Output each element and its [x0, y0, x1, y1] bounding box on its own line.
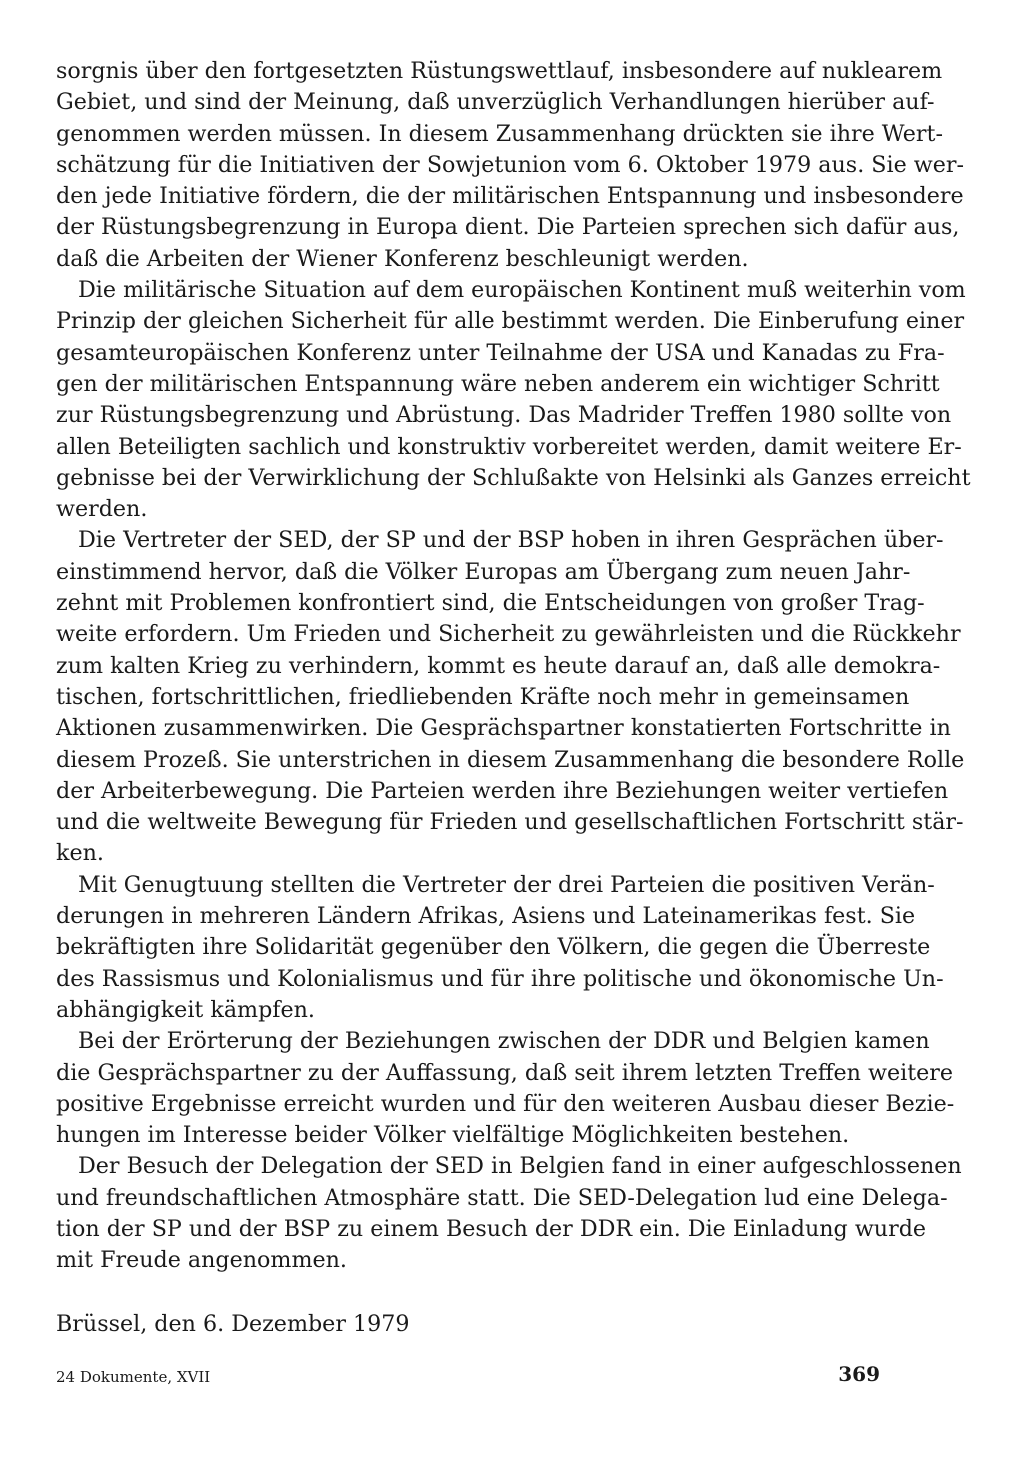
text-line: bekräftigten ihre Solidarität gegenüber den Völkern, die gegen die Überreste	[56, 934, 931, 961]
body-text	[56, 56, 971, 1277]
text-line: gen der militärischen Entspannung wäre neben anderem ein wichtiger Schritt	[56, 370, 940, 397]
text-line: allen Beteiligten sachlich und konstruktiv vorbereitet werden, damit weitere Er-	[56, 433, 962, 460]
text-line: mit Freude angenommen.	[56, 1247, 347, 1274]
text-line: und die weltweite Bewegung für Frieden und gesellschaftlichen Fortschritt stär-	[56, 809, 964, 836]
text-line: zum kalten Krieg zu verhindern, kommt es heute darauf an, daß alle demokra-	[56, 652, 941, 679]
text-line: derungen in mehreren Ländern Afrikas, Asiens und Lateinamerikas fest. Sie	[56, 903, 916, 930]
text-line: den jede Initiative fördern, die der militärischen Entspannung und insbesondere	[56, 183, 964, 210]
text-line: Mit Genugtuung stellten die Vertreter der drei Parteien die positiven Verän-	[78, 871, 935, 898]
place-date-line: Brüssel, den 6. Dezember 1979	[56, 1311, 410, 1337]
printer-signature-mark: 24 Dokumente, XVII	[56, 1368, 211, 1386]
text-line: schätzung für die Initiativen der Sowjetunion vom 6. Oktober 1979 aus. Sie wer-	[56, 151, 965, 178]
text-line: tischen, fortschrittlichen, friedliebenden Kräfte noch mehr in gemeinsamen	[56, 683, 910, 710]
text-line: sorgnis über den fortgesetzten Rüstungswettlauf, insbesondere auf nuklearem	[56, 58, 943, 84]
text-line: diesem Prozeß. Sie unterstrichen in diesem Zusammenhang die besondere Rolle	[56, 746, 965, 773]
paragraph-4	[56, 870, 944, 1026]
text-line: und freundschaftlichen Atmosphäre statt. Die SED-Delegation lud eine Delega-	[56, 1184, 948, 1211]
text-line: werden.	[56, 496, 148, 523]
text-line: hungen im Interesse beider Völker vielfältige Möglichkeiten bestehen.	[56, 1122, 850, 1149]
text-line: Die militärische Situation auf dem europäischen Kontinent muß weiterhin vom	[78, 277, 966, 304]
text-line: des Rassismus und Kolonialismus und für ihre politische und ökonomische Un-	[56, 965, 944, 992]
text-line: die Gesprächspartner zu der Auffassung, daß seit ihrem letzten Treffen weitere	[56, 1059, 953, 1086]
paragraph-2	[56, 275, 971, 525]
text-line: Die Vertreter der SED, der SP und der BSP hoben in ihren Gesprächen über-	[78, 527, 944, 554]
paragraph-3	[56, 525, 965, 869]
text-line: zehnt mit Problemen konfrontiert sind, die Entscheidungen von großer Trag-	[56, 590, 925, 617]
text-line: einstimmend hervor, daß die Völker Europas am Übergang zum neuen Jahr-	[56, 558, 911, 585]
text-line: Der Besuch der Delegation der SED in Belgien fand in einer aufgeschlossenen	[78, 1153, 962, 1180]
text-line: gebnisse bei der Verwirklichung der Schlußakte von Helsinki als Ganzes erreicht	[56, 464, 971, 491]
text-line: der Arbeiterbewegung. Die Parteien werden ihre Beziehungen weiter vertiefen	[56, 777, 949, 804]
text-line: gesamteuropäischen Konferenz unter Teilnahme der USA und Kanadas zu Fra-	[56, 339, 945, 366]
text-line: Gebiet, und sind der Meinung, daß unverzüglich Verhandlungen hierüber auf-	[56, 89, 935, 116]
text-line: genommen werden müssen. In diesem Zusammenhang drückten sie ihre Wert-	[56, 120, 943, 147]
text-line: positive Ergebnisse erreicht wurden und für den weiteren Ausbau dieser Bezie-	[56, 1090, 955, 1117]
paragraph-5	[56, 1026, 955, 1151]
text-line: tion der SP und der BSP zu einem Besuch der DDR ein. Die Einladung wurde	[56, 1215, 927, 1242]
text-line: der Rüstungsbegrenzung in Europa dient. Die Parteien sprechen sich dafür aus,	[56, 214, 960, 241]
paragraph-6	[56, 1151, 962, 1276]
text-line: Prinzip der gleichen Sicherheit für alle bestimmt werden. Die Einberufung einer	[56, 308, 965, 335]
text-line: abhängigkeit kämpfen.	[56, 996, 315, 1023]
text-line: zur Rüstungsbegrenzung und Abrüstung. Das Madrider Treffen 1980 sollte von	[56, 402, 952, 429]
page-number: 369	[838, 1362, 880, 1386]
paragraph-1	[56, 56, 965, 275]
text-line: ken.	[56, 840, 104, 867]
text-line: daß die Arbeiten der Wiener Konferenz beschleunigt werden.	[56, 245, 749, 272]
text-line: Bei der Erörterung der Beziehungen zwischen der DDR und Belgien kamen	[78, 1028, 930, 1055]
text-line: weite erfordern. Um Frieden und Sicherheit zu gewährleisten und die Rückkehr	[56, 621, 961, 648]
text-line: Aktionen zusammenwirken. Die Gesprächspartner konstatierten Fortschritte in	[56, 715, 951, 742]
